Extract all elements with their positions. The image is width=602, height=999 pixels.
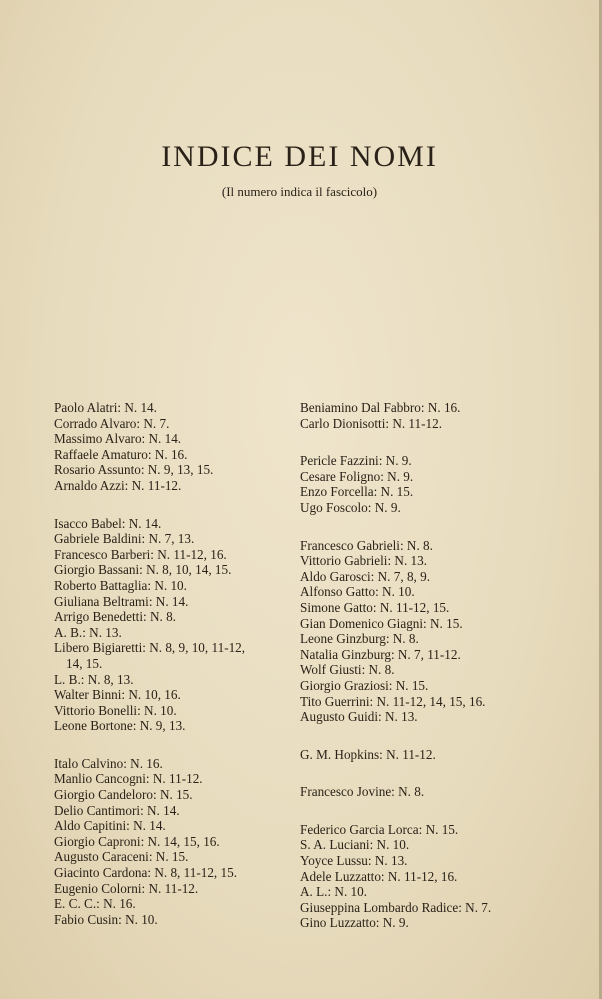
index-entry: Aldo Garosci: N. 7, 8, 9. — [300, 568, 431, 584]
index-entry: S. A. Luciani: N. 10. — [300, 837, 410, 853]
index-entry: Massimo Alvaro: N. 14. — [54, 431, 182, 447]
index-entry: Arnaldo Azzi: N. 11-12. — [54, 477, 182, 493]
index-letter-group — [54, 516, 294, 734]
index-letter-group — [300, 538, 580, 725]
index-entry: Giuliana Beltrami: N. 14. — [54, 593, 189, 609]
index-entry: Alfonso Gatto: N. 10. — [300, 584, 415, 600]
index-entry: Carlo Dionisotti: N. 11-12. — [300, 415, 443, 431]
index-entry: Francesco Gabrieli: N. 8. — [300, 537, 433, 553]
index-entry: Wolf Giusti: N. 8. — [300, 662, 395, 678]
index-entry: Gino Luzzatto: N. 9. — [300, 915, 409, 931]
index-entry: Eugenio Colorni: N. 11-12. — [54, 880, 199, 896]
index-entry: Francesco Barberi: N. 11-12, 16. — [54, 546, 227, 562]
index-letter-group — [300, 453, 580, 515]
index-column-right — [300, 400, 580, 953]
index-entry: Simone Gatto: N. 11-12, 15. — [300, 599, 450, 615]
index-entry: Roberto Battaglia: N. 10. — [54, 577, 187, 593]
index-entry: Francesco Jovine: N. 8. — [300, 784, 425, 800]
index-entry: Leone Bortone: N. 9, 13. — [54, 718, 186, 734]
index-entry: L. B.: N. 8, 13. — [54, 671, 134, 687]
index-entry: Libero Bigiaretti: N. 8, 9, 10, 11-12, — [54, 640, 246, 656]
index-letter-group — [300, 747, 580, 763]
index-entry: Pericle Fazzini: N. 9. — [300, 453, 412, 469]
index-column-left — [54, 400, 294, 949]
index-entry: Delio Cantimori: N. 14. — [54, 802, 180, 818]
index-entry: Natalia Ginzburg: N. 7, 11-12. — [300, 646, 461, 662]
index-entry: Enzo Forcella: N. 15. — [300, 484, 414, 500]
index-letter-group — [300, 822, 580, 931]
index-entry: Beniamino Dal Fabbro: N. 16. — [300, 400, 461, 415]
index-letter-group — [300, 400, 580, 431]
index-entry: Gian Domenico Giagni: N. 15. — [300, 615, 463, 631]
index-letter-group — [54, 400, 294, 494]
index-entry: Fabio Cusin: N. 10. — [54, 911, 158, 927]
index-entry: Ugo Foscolo: N. 9. — [300, 499, 401, 515]
index-entry: Aldo Capitini: N. 14. — [54, 818, 166, 834]
index-entry: Manlio Cancogni: N. 11-12. — [54, 771, 203, 787]
index-entry: Giorgio Candeloro: N. 15. — [54, 787, 193, 803]
index-entry: Rosario Assunto: N. 9, 13, 15. — [54, 462, 214, 478]
index-entry: Giorgio Graziosi: N. 15. — [300, 677, 429, 693]
index-entry: Adele Luzzatto: N. 11-12, 16. — [300, 868, 458, 884]
index-entry: Corrado Alvaro: N. 7. — [54, 415, 170, 431]
index-entry: Giorgio Caproni: N. 14, 15, 16. — [54, 833, 220, 849]
index-entry: Giacinto Cardona: N. 8, 11-12, 15. — [54, 865, 238, 881]
index-entry: A. L.: N. 10. — [300, 884, 368, 900]
index-entry: 14, 15. — [66, 655, 103, 671]
index-entry: A. B.: N. 13. — [54, 624, 122, 640]
index-entry: Walter Binni: N. 10, 16. — [54, 687, 181, 703]
index-entry: Raffaele Amaturo: N. 16. — [54, 446, 188, 462]
index-letter-group — [54, 756, 294, 928]
index-entry: Giorgio Bassani: N. 8, 10, 14, 15. — [54, 562, 232, 578]
page-title: INDICE DEI NOMI — [161, 140, 438, 173]
index-entry: Arrigo Benedetti: N. 8. — [54, 609, 176, 625]
index-entry: Isacco Babel: N. 14. — [54, 515, 162, 531]
index-entry: Paolo Alatri: N. 14. — [54, 400, 157, 415]
index-entry: Vittorio Gabrieli: N. 13. — [300, 553, 428, 569]
page-subtitle: (Il numero indica il fascicolo) — [221, 184, 378, 199]
index-entry: Leone Ginzburg: N. 8. — [300, 631, 419, 647]
index-entry: Yoyce Lussu: N. 13. — [300, 853, 408, 869]
index-entry: Italo Calvino: N. 16. — [54, 755, 163, 771]
index-entry: Federico Garcia Lorca: N. 15. — [300, 821, 459, 837]
index-entry: Giuseppina Lombardo Radice: N. 7. — [300, 899, 492, 915]
index-entry: Gabriele Baldini: N. 7, 13. — [54, 531, 195, 547]
index-entry: G. M. Hopkins: N. 11-12. — [300, 746, 436, 762]
index-letter-group — [300, 784, 580, 800]
index-entry: Cesare Foligno: N. 9. — [300, 468, 414, 484]
index-entry: Augusto Guidi: N. 13. — [300, 709, 418, 725]
index-entry: Tito Guerrini: N. 11-12, 14, 15, 16. — [300, 693, 486, 709]
index-entry: Augusto Caraceni: N. 15. — [54, 849, 189, 865]
index-entry: E. C. C.: N. 16. — [54, 896, 136, 912]
index-entry: Vittorio Bonelli: N. 10. — [54, 702, 177, 718]
